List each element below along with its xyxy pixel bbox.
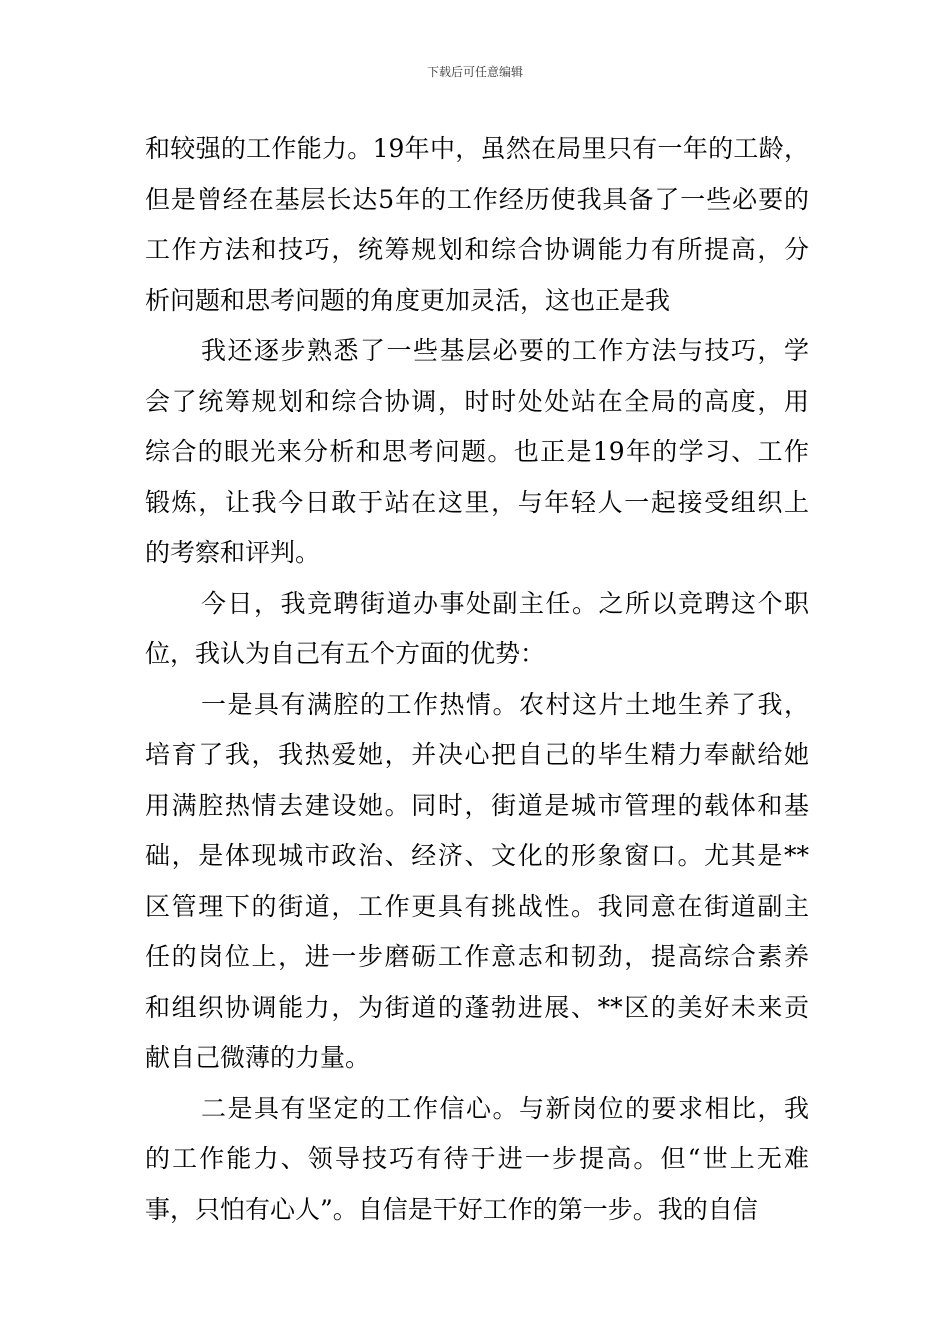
text-line: 位，我认为自己有五个方面的优势： [145, 639, 546, 668]
text-line: 区管理下的街道，工作更具有挑战性。我同意在街道副主 [145, 891, 809, 921]
text-line: 综合的眼光来分析和思考问题。也正是19年的学习、工作 [145, 437, 809, 466]
text-line: 二是具有坚定的工作信心。与新岗位的要求相比，我 [201, 1093, 809, 1123]
paragraph [145, 680, 809, 1084]
paragraph [145, 326, 809, 579]
text-line: 事，只怕有心人”。自信是干好工作的第一步。我的自信 [145, 1194, 758, 1224]
text-line: 我还逐步熟悉了一些基层必要的工作方法与技巧，学 [201, 336, 809, 365]
text-line: 析问题和思考问题的角度更加灵活，这也正是我 [145, 285, 671, 315]
paragraph [145, 124, 809, 326]
text-line: 的考察和评判。 [145, 538, 321, 567]
text-line: 一是具有满腔的工作热情。农村这片土地生养了我， [201, 689, 809, 719]
paragraph [145, 1084, 809, 1236]
text-line: 和组织协调能力，为街道的蓬勃进展、**区的美好未来贡 [145, 992, 809, 1022]
text-line: 献自己微薄的力量。 [145, 1043, 371, 1072]
text-line: 任的岗位上，进一步磨砺工作意志和韧劲，提高综合素养 [145, 942, 809, 971]
text-line: 础，是体现城市政治、经济、文化的形象窗口。尤其是** [145, 841, 809, 870]
paragraph [145, 579, 809, 680]
document-body [145, 124, 809, 1235]
text-line: 锻炼，让我今日敢于站在这里，与年轻人一起接受组织上 [145, 487, 809, 517]
text-line: 会了统筹规划和综合协调，时时处处站在全局的高度，用 [145, 386, 809, 416]
text-line: 的工作能力、领导技巧有待于进一步提高。但“世上无难 [145, 1144, 809, 1173]
text-line: 今日，我竞聘街道办事处副主任。之所以竞聘这个职 [201, 588, 809, 618]
page-header: 下载后可任意编辑 [426, 65, 523, 79]
text-line: 培育了我，我热爱她，并决心把自己的毕生精力奉献给她 [145, 740, 809, 769]
text-line: 用满腔热情去建设她。同时，街道是城市管理的载体和基 [145, 790, 809, 820]
text-line: 工作方法和技巧，统筹规划和综合协调能力有所提高，分 [145, 235, 809, 264]
text-line: 和较强的工作能力。19年中，虽然在局里只有一年的工龄， [145, 134, 809, 163]
text-line: 但是曾经在基层长达5年的工作经历使我具备了一些必要的 [145, 184, 809, 214]
